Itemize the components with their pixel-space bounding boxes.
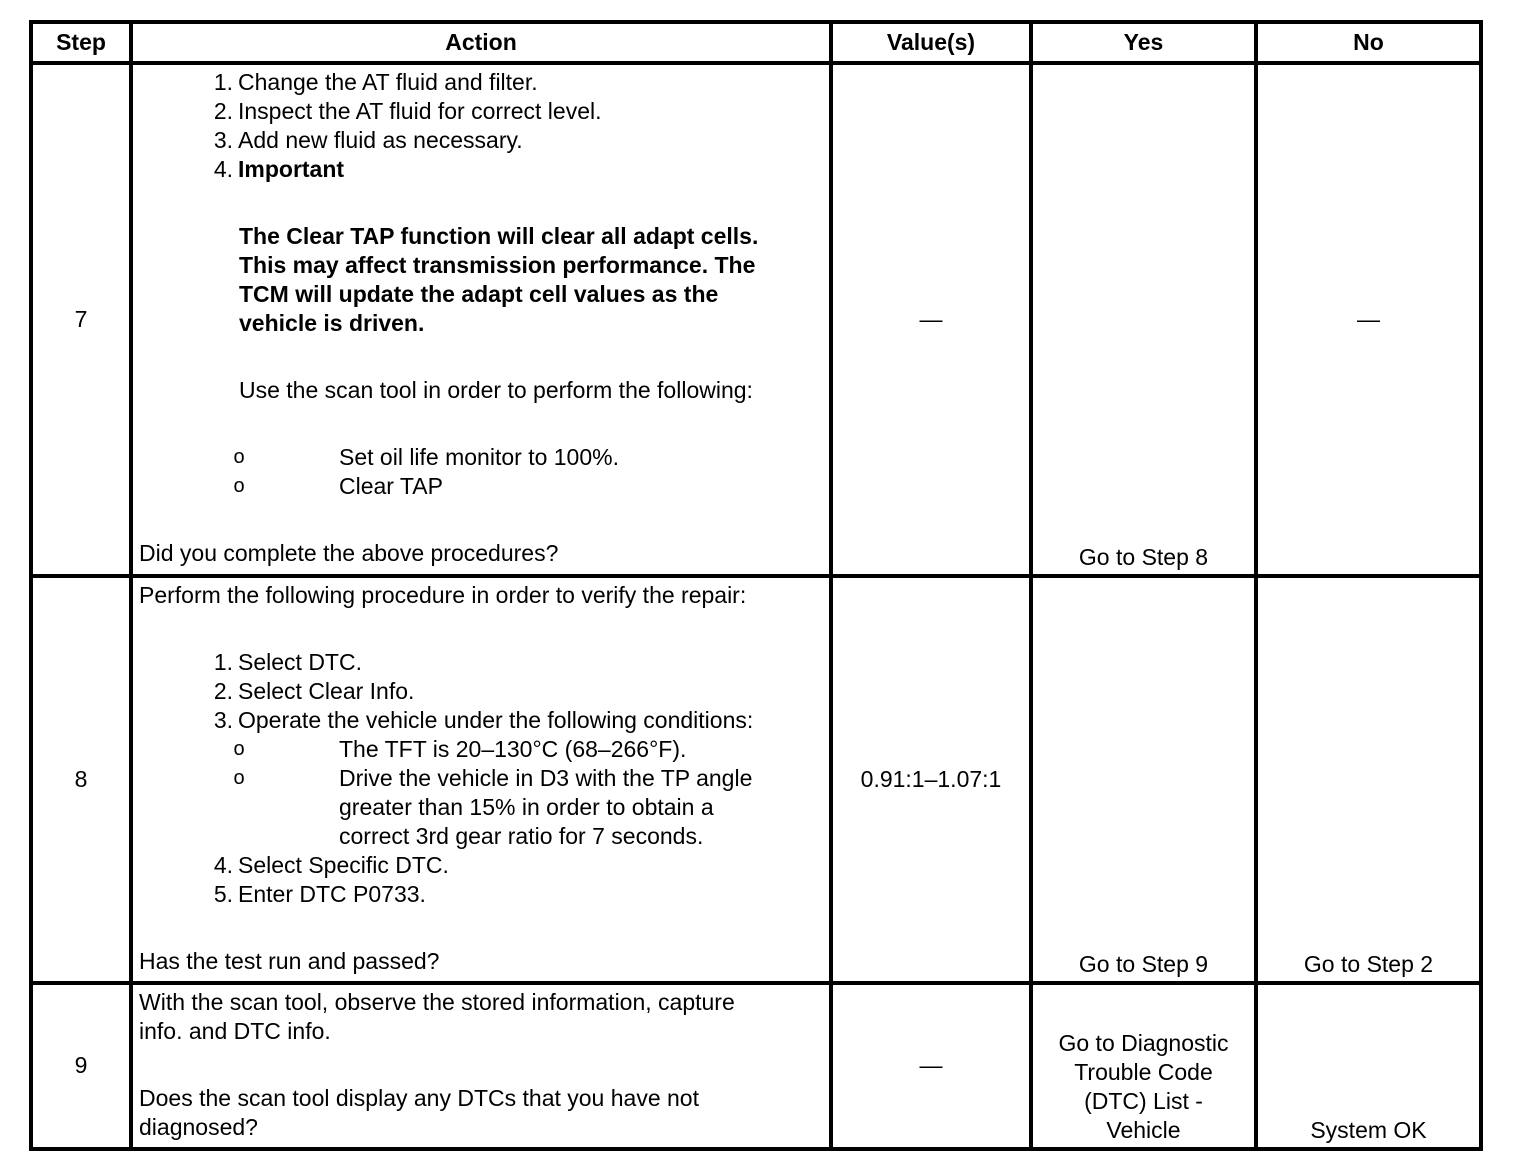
question-text: Has the test run and passed? — [139, 948, 440, 975]
question-text: diagnosed? — [139, 1113, 258, 1140]
instruction-text: Use the scan tool in order to perform the following: — [239, 377, 753, 404]
action-cell — [131, 63, 831, 576]
action-cell — [131, 576, 831, 982]
bullet-item: o Clear TAP — [233, 473, 443, 500]
action-text: info. and DTC info. — [139, 1017, 331, 1044]
diagnostic-table — [29, 20, 1483, 1151]
header-action: Action — [131, 22, 831, 63]
value-cell: — — [831, 983, 1031, 1149]
list-item: 2. Select Clear Info. — [213, 678, 415, 705]
bullet-continuation: greater than 15% in order to obtain a — [339, 794, 714, 821]
header-no: No — [1256, 22, 1481, 63]
header-yes: Yes — [1031, 22, 1256, 63]
step-number: 9 — [31, 983, 131, 1149]
bullet-item: o Drive the vehicle in D3 with the TP angle — [233, 765, 753, 792]
bullet-item: o Set oil life monitor to 100%. — [233, 444, 619, 471]
action-text: With the scan tool, observe the stored information, capture — [139, 988, 735, 1015]
list-item: 3. Add new fluid as necessary. — [213, 127, 523, 154]
header-row — [31, 22, 1481, 63]
table-row-step-8 — [31, 576, 1481, 982]
no-cell: System OK — [1256, 983, 1481, 1149]
question-text: Does the scan tool display any DTCs that you have not — [139, 1084, 699, 1111]
yes-cell: Go to Step 8 — [1031, 63, 1256, 576]
question-text: Did you complete the above procedures? — [139, 540, 559, 567]
list-item: 4. Important — [213, 156, 345, 183]
list-item: 1. Select DTC. — [213, 649, 362, 676]
step-number: 7 — [31, 63, 131, 576]
important-note: The Clear TAP function will clear all adapt cells. This may affect transmission performance. The TCM will update the adapt cell values as the vehicle is driven. — [239, 223, 759, 337]
header-step: Step — [31, 22, 131, 63]
list-item: 3. Operate the vehicle under the following conditions: — [213, 707, 754, 734]
yes-cell: Go to Step 9 — [1031, 576, 1256, 982]
yes-cell: Go to Diagnostic Trouble Code (DTC) List - Vehicle — [1031, 983, 1256, 1149]
table-row-step-9 — [31, 983, 1481, 1149]
value-cell: — — [831, 63, 1031, 576]
intro-text: Perform the following procedure in order to verify the repair: — [139, 582, 747, 609]
header-values: Value(s) — [831, 22, 1031, 63]
no-cell: Go to Step 2 — [1256, 576, 1481, 982]
list-item: 2. Inspect the AT fluid for correct level. — [213, 98, 602, 125]
step-number: 8 — [31, 576, 131, 982]
bullet-continuation: correct 3rd gear ratio for 7 seconds. — [339, 823, 704, 850]
action-cell — [131, 983, 831, 1149]
bullet-item: o The TFT is 20–130°C (68–266°F). — [233, 736, 687, 763]
list-item: 4. Select Specific DTC. — [213, 852, 449, 879]
table-row-step-7 — [31, 63, 1481, 576]
no-cell: — — [1256, 63, 1481, 576]
list-item: 5. Enter DTC P0733. — [213, 881, 426, 908]
value-cell: 0.91:1–1.07:1 — [831, 576, 1031, 982]
list-item: 1. Change the AT fluid and filter. — [213, 69, 538, 96]
